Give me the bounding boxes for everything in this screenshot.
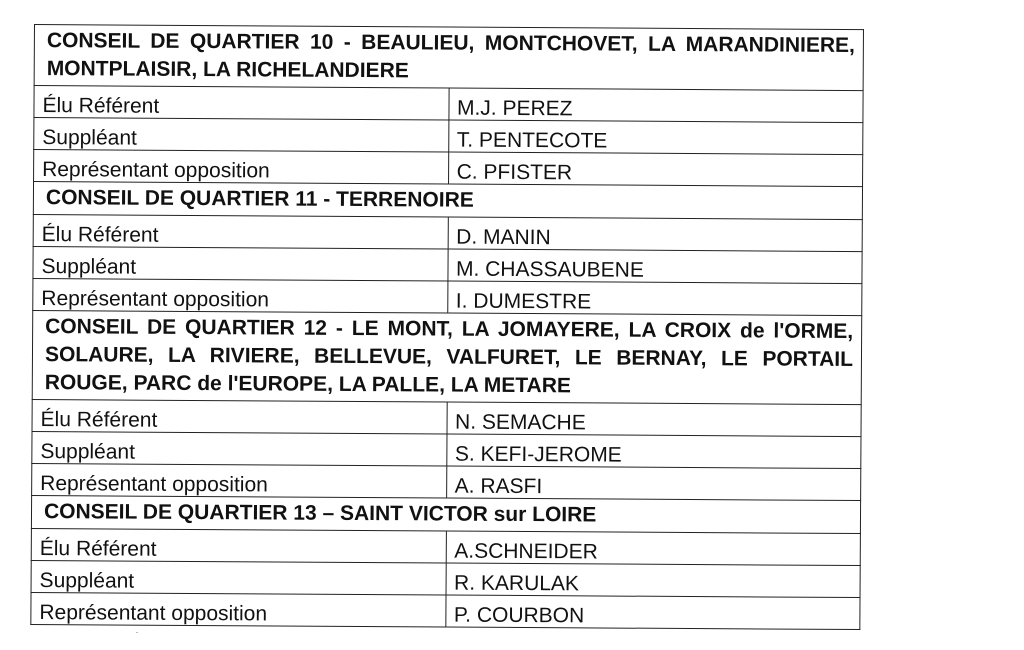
- name-cell: M. CHASSAUBENE: [447, 249, 862, 284]
- name-cell: C. PFISTER: [448, 152, 863, 187]
- council-header-row: [33, 182, 862, 220]
- council-header-row: [31, 495, 860, 533]
- table-row: [32, 431, 861, 468]
- table-row: [32, 399, 861, 436]
- name-cell: P. COURBON: [445, 595, 860, 630]
- council-title: CONSEIL DE QUARTIER 12 - LE MONT, LA JOMAYERE, LA CROIX de l'ORME, SOLAURE, LA RIVIERE, BELLEVUE, VALFURET, LE BERNAY, LE PORTAIL ROUGE, PARC de l'EUROPE, LA PALLE, LA METARE: [32, 310, 862, 404]
- name-cell: R. KARULAK: [446, 563, 861, 598]
- name-cell: D. MANIN: [448, 217, 863, 252]
- role-cell: Représentant opposition: [33, 278, 448, 313]
- council-header-row: [32, 310, 862, 404]
- role-cell: Suppléant: [31, 560, 446, 595]
- role-cell: Élu Référent: [34, 86, 449, 121]
- name-cell: A.SCHNEIDER: [446, 531, 861, 566]
- name-cell: N. SEMACHE: [447, 402, 862, 437]
- table-row: [31, 560, 860, 597]
- role-cell: Élu Référent: [31, 528, 446, 563]
- name-cell: M.J. PEREZ: [448, 88, 863, 123]
- role-cell: Élu Référent: [33, 214, 448, 249]
- table-row: [34, 118, 863, 155]
- table-row: [34, 150, 863, 187]
- table-row: [34, 86, 863, 123]
- role-cell: Suppléant: [33, 246, 448, 281]
- council-header-row: [34, 25, 863, 91]
- council-table: [30, 24, 864, 630]
- scan-speck: [136, 632, 138, 633]
- name-cell: A. RASFI: [446, 466, 861, 501]
- table-row: [33, 214, 862, 251]
- role-cell: Suppléant: [34, 118, 449, 153]
- role-cell: Suppléant: [32, 431, 447, 466]
- name-cell: S. KEFI-JEROME: [446, 434, 861, 469]
- table-row: [32, 463, 861, 500]
- table-row: [31, 528, 860, 565]
- role-cell: Élu Référent: [32, 399, 447, 434]
- name-cell: I. DUMESTRE: [447, 281, 862, 316]
- council-title: CONSEIL DE QUARTIER 11 - TERRENOIRE: [33, 182, 862, 220]
- table-row: [31, 592, 860, 629]
- role-cell: Représentant opposition: [32, 463, 447, 498]
- council-title: CONSEIL DE QUARTIER 10 - BEAULIEU, MONTCHOVET, LA MARANDINIERE, MONTPLAISIR, LA RICHELANDIERE: [34, 25, 863, 91]
- council-title: CONSEIL DE QUARTIER 13 – SAINT VICTOR sur LOIRE: [31, 495, 860, 533]
- role-cell: Représentant opposition: [31, 592, 446, 627]
- table-row: [33, 278, 862, 315]
- role-cell: Représentant opposition: [34, 150, 449, 185]
- name-cell: T. PENTECOTE: [448, 120, 863, 155]
- table-row: [33, 246, 862, 283]
